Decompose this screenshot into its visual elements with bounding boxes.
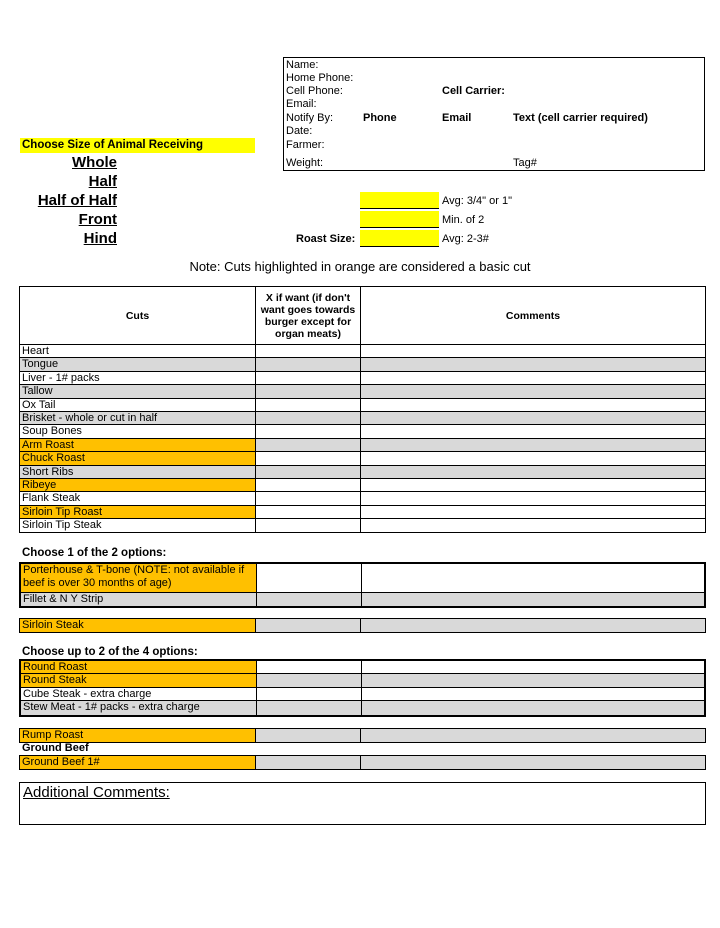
want-cell[interactable] [257,564,362,592]
cut-name: Rump Roast [20,729,256,742]
comment-cell[interactable] [361,439,705,451]
table-body [20,345,705,532]
comment-cell[interactable] [361,506,705,518]
roast-box-1[interactable] [360,192,439,209]
size-option-hind[interactable]: Hind [83,230,117,247]
want-cell[interactable] [256,385,361,397]
comment-cell[interactable] [361,492,705,504]
table-row [20,372,705,385]
table-row [20,756,705,769]
cut-name: Short Ribs [20,466,256,478]
size-option-front[interactable]: Front [78,211,117,228]
comment-cell[interactable] [362,593,704,606]
table-row [20,729,705,742]
comment-cell[interactable] [361,519,705,532]
header-want: X if want (if don't want goes towards burger except for organ meats) [256,287,361,344]
want-cell[interactable] [256,619,361,632]
comment-cell[interactable] [361,729,705,742]
roast-note-3: Avg: 2-3# [442,233,489,245]
want-cell[interactable] [256,452,361,464]
cut-name: Sirloin Tip Roast [20,506,256,518]
table-row [20,466,705,479]
comment-cell[interactable] [362,701,704,714]
comment-cell[interactable] [362,688,704,700]
notify-email-option: Email [442,112,472,124]
comment-cell[interactable] [362,661,704,673]
comment-cell[interactable] [361,452,705,464]
cut-name: Sirloin Tip Steak [20,519,256,532]
cut-name: Brisket - whole or cut in half [20,412,256,424]
want-cell[interactable] [257,674,362,686]
comment-cell[interactable] [361,619,705,632]
cut-name: Heart [20,345,256,357]
table-row [20,506,705,519]
table-row [21,564,704,593]
tag-label: Tag# [513,157,537,169]
home-phone-label: Home Phone: [286,72,354,84]
farmer-label: Farmer: [286,139,325,151]
animal-size-header: Choose Size of Animal Receiving [20,138,255,153]
cut-name: Stew Meat - 1# packs - extra charge [21,701,257,714]
want-cell[interactable] [256,345,361,357]
comment-cell[interactable] [361,345,705,357]
option-group-2-table [19,659,706,717]
comment-cell[interactable] [361,756,705,769]
header-comments: Comments [505,309,561,322]
cut-name: Soup Bones [20,425,256,437]
comment-cell[interactable] [361,479,705,491]
cut-name: Cube Steak - extra charge [21,688,257,700]
table-row [20,425,705,438]
table-row [20,412,705,425]
cut-name: Round Steak [21,674,257,686]
roast-box-3[interactable] [360,230,439,247]
rump-roast-table [19,728,706,743]
comment-cell[interactable] [362,674,704,686]
cut-name: Ribeye [20,479,256,491]
table-row [20,439,705,452]
cuts-table [19,286,706,533]
table-row [20,345,705,358]
header-cuts: Cuts [20,287,256,344]
want-cell[interactable] [257,593,362,606]
cut-name: Ox Tail [20,399,256,411]
customer-info-box [283,57,705,171]
roast-size-label: Roast Size: [296,233,356,245]
cell-phone-label: Cell Phone: [286,85,343,97]
cut-name: Liver - 1# packs [20,372,256,384]
want-cell[interactable] [257,688,362,700]
name-label: Name: [286,59,319,71]
date-label: Date: [286,125,313,137]
want-cell[interactable] [256,399,361,411]
cut-name: Chuck Roast [20,452,256,464]
table-row [21,661,704,674]
table-row [20,492,705,505]
want-cell[interactable] [256,412,361,424]
comment-cell[interactable] [361,399,705,411]
notify-text-option: Text (cell carrier required) [513,112,648,124]
want-cell[interactable] [256,358,361,370]
size-option-half[interactable]: Half [88,173,117,190]
want-cell[interactable] [256,756,361,769]
want-cell[interactable] [256,425,361,437]
cut-name: Ground Beef 1# [20,756,256,769]
basic-cut-note: Note: Cuts highlighted in orange are considered a basic cut [189,259,531,274]
comment-cell[interactable] [361,412,705,424]
want-cell[interactable] [257,661,362,673]
cut-name: Fillet & N Y Strip [21,593,257,606]
comment-cell[interactable] [361,372,705,384]
table-row [20,479,705,492]
ground-beef-label: Ground Beef [22,742,89,754]
roast-note-2: Min. of 2 [442,214,485,226]
option-group-1-title: Choose 1 of the 2 options: [22,547,167,559]
additional-comments-label: Additional Comments: [23,784,170,801]
cut-name: Tallow [20,385,256,397]
roast-box-2[interactable] [360,211,439,228]
option-group-2-title: Choose up to 2 of the 4 options: [22,646,198,658]
cut-name: Porterhouse & T-bone (NOTE: not available if beef is over 30 months of age) [21,564,257,592]
additional-comments-box[interactable] [19,782,706,825]
comment-cell[interactable] [362,564,704,592]
weight-label: Weight: [286,157,324,169]
want-cell[interactable] [256,729,361,742]
want-cell[interactable] [256,519,361,532]
table-row [20,619,705,632]
want-cell[interactable] [256,439,361,451]
want-cell[interactable] [256,479,361,491]
want-cell[interactable] [256,466,361,478]
comment-cell[interactable] [361,358,705,370]
table-row [20,519,705,532]
table-header [20,287,705,345]
size-option-whole[interactable]: Whole [72,154,117,171]
cut-name: Tongue [20,358,256,370]
want-cell[interactable] [257,701,362,714]
want-cell[interactable] [256,492,361,504]
notify-phone-option: Phone [363,112,397,124]
table-row [21,701,704,714]
roast-note-1: Avg: 3/4" or 1" [442,195,512,207]
table-row [20,452,705,465]
want-cell[interactable] [256,506,361,518]
comment-cell[interactable] [361,466,705,478]
cell-carrier-label: Cell Carrier: [442,85,505,97]
comment-cell[interactable] [361,425,705,437]
table-row [21,593,704,606]
cut-name: Sirloin Steak [20,619,256,632]
cut-name: Arm Roast [20,439,256,451]
comment-cell[interactable] [361,385,705,397]
table-row [20,385,705,398]
email-label: Email: [286,98,317,110]
cut-name: Flank Steak [20,492,256,504]
want-cell[interactable] [256,372,361,384]
ground-beef-table [19,755,706,770]
sirloin-steak-table [19,618,706,633]
table-row [21,674,704,687]
notify-by-label: Notify By: [286,112,334,124]
option-group-1-table [19,562,706,608]
size-option-half-of-half[interactable]: Half of Half [37,192,117,209]
table-row [20,399,705,412]
table-row [20,358,705,371]
table-row [21,688,704,701]
cut-name: Round Roast [21,661,257,673]
